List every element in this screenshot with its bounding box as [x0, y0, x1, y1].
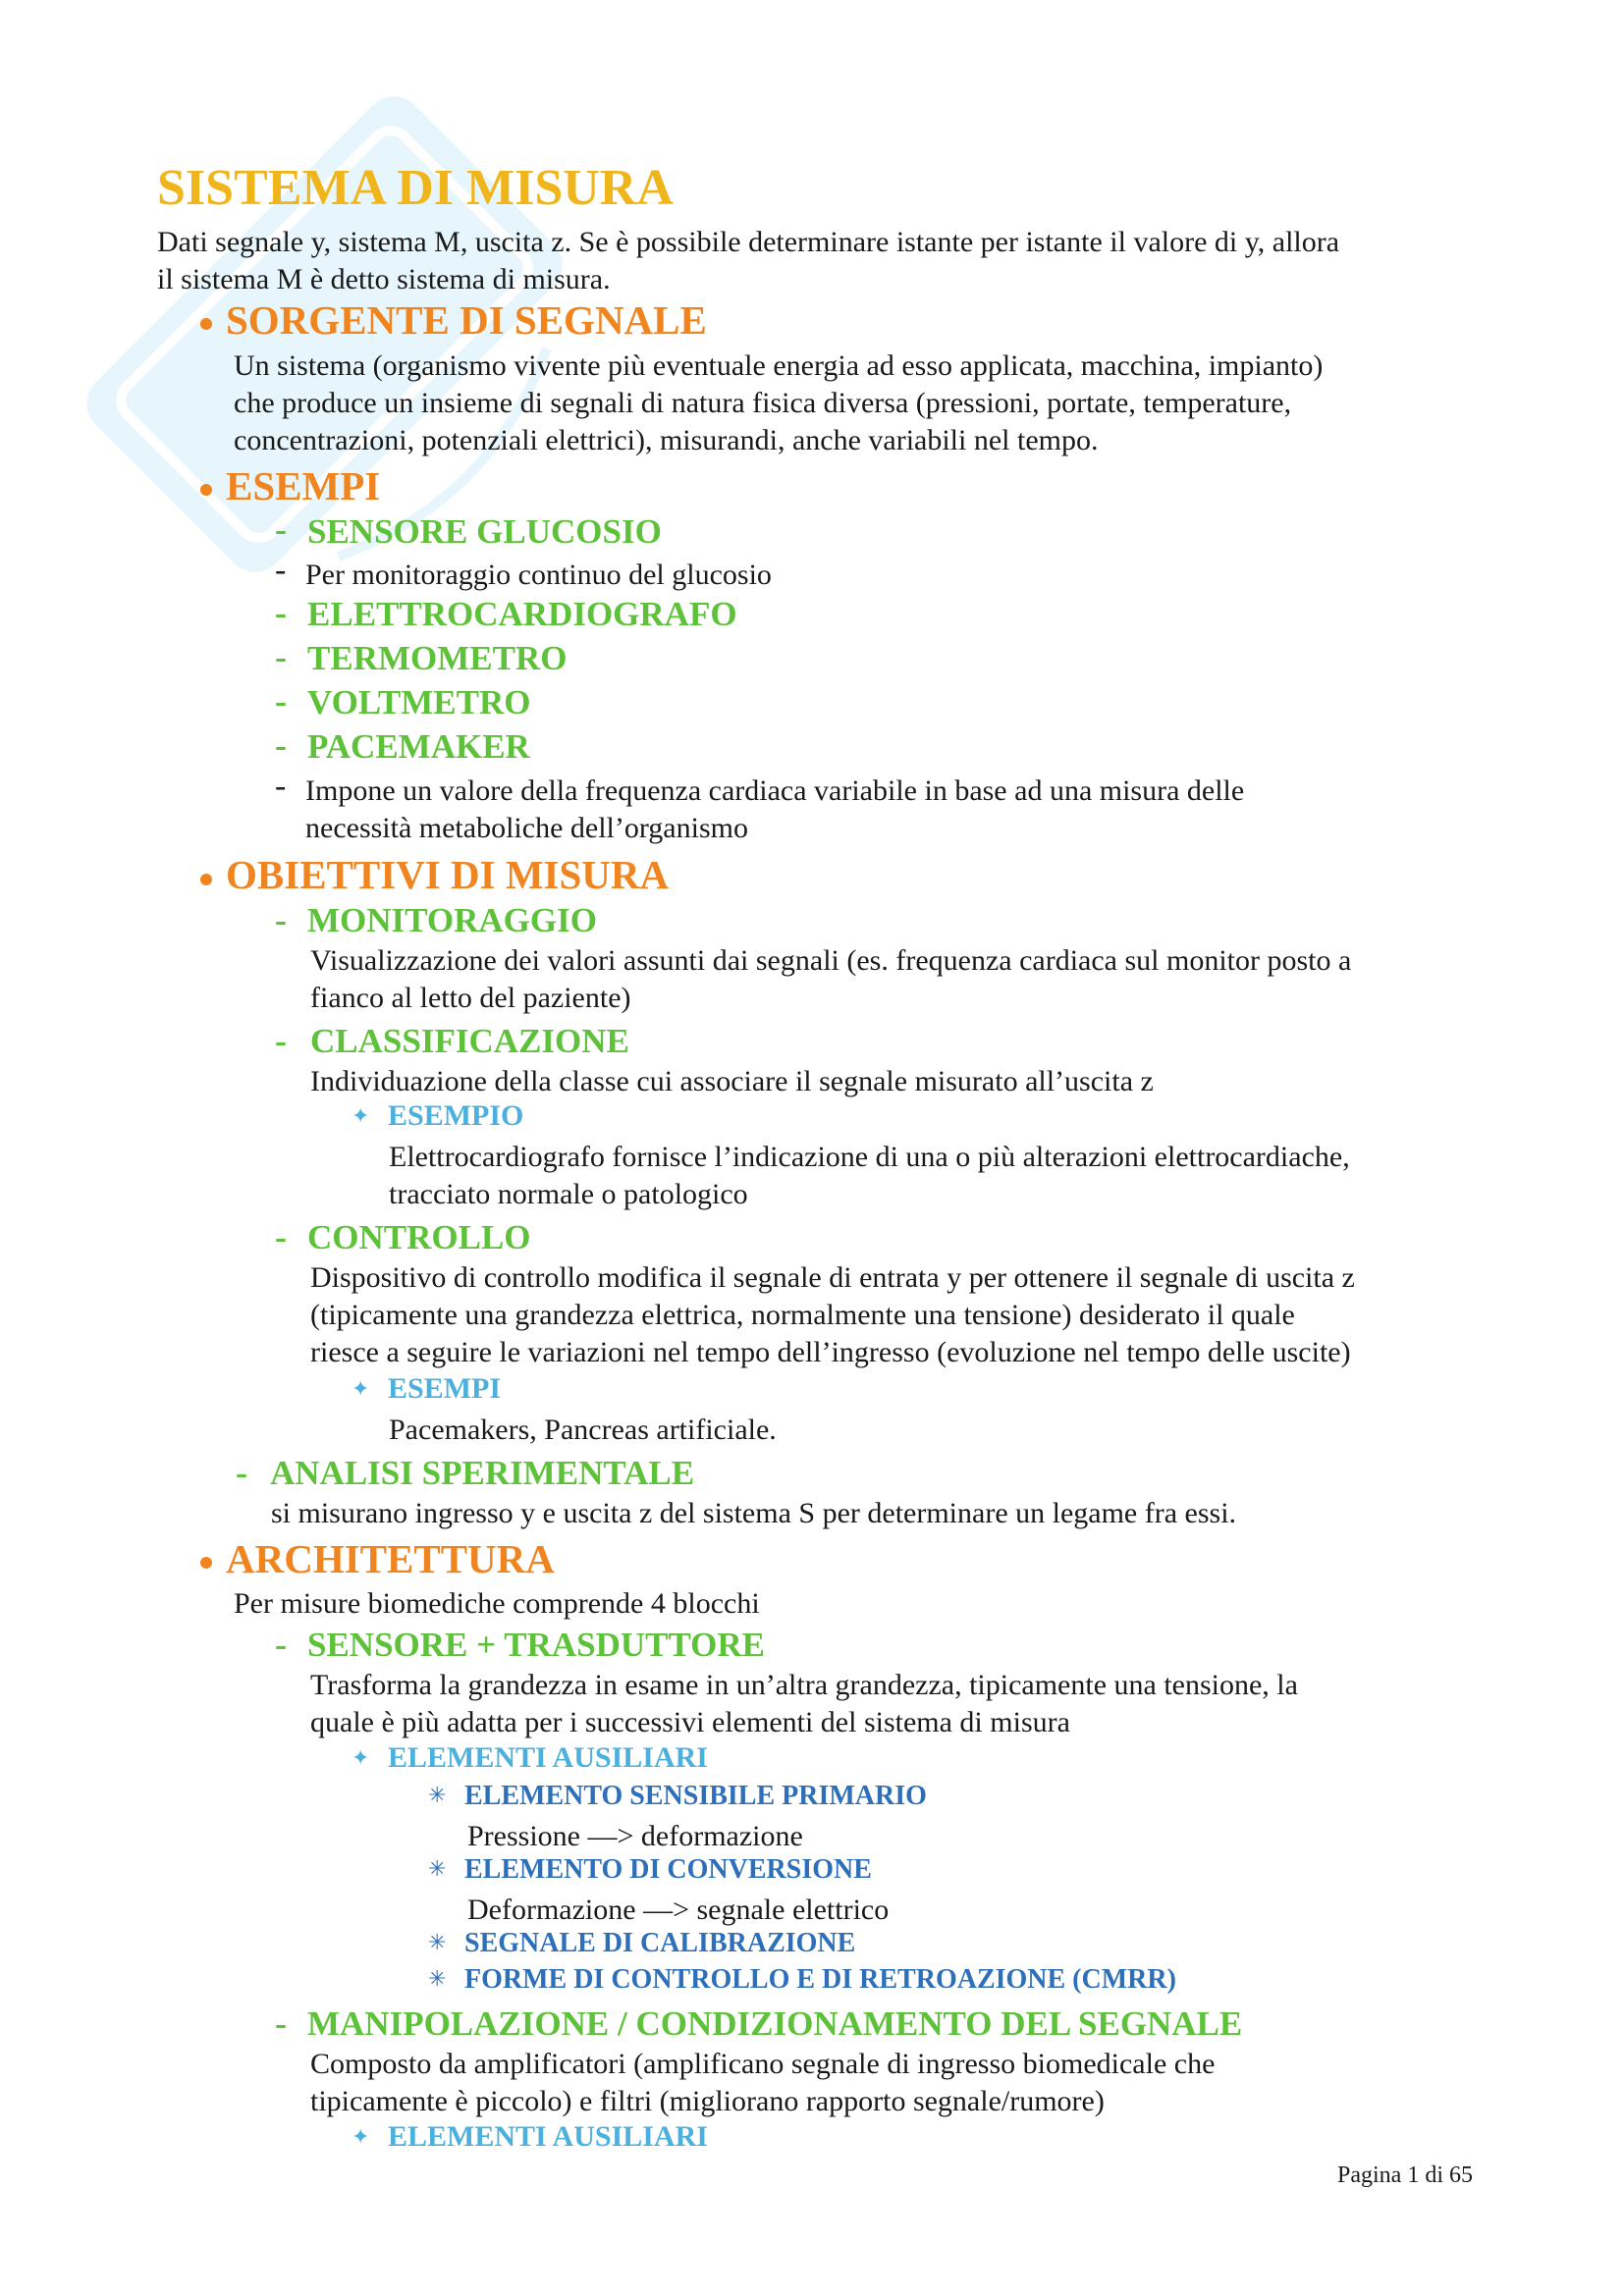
bullet-icon [200, 874, 212, 885]
diamond-bullet-icon: ✦ [352, 1745, 370, 1770]
esempi-voltmetro: VOLTMETRO [307, 683, 531, 721]
dash-icon: - [275, 509, 287, 549]
diamond-bullet-icon: ✦ [352, 2124, 370, 2149]
bullet-icon [200, 318, 212, 330]
controllo-esempi-label: ESEMPI [388, 1372, 502, 1405]
bullet-icon [200, 1557, 212, 1569]
esempi-glucosio-text: Per monitoraggio continuo del glucosio [305, 559, 772, 591]
monitoraggio-text-1: Visualizzazione dei valori assunti dai segnali (es. frequenza cardiaca sul monitor posto a [310, 944, 1352, 977]
sensore-text-1: Trasforma la grandezza in esame in un’altra grandezza, tipicamente una tensione, la [310, 1669, 1298, 1701]
controllo-text-1: Dispositivo di controllo modifica il segnale di entrata y per ottenere il segnale di uscita z [310, 1261, 1355, 1294]
dash-icon: - [275, 593, 287, 632]
architettura-sensore-trasduttore: SENSORE + TRASDUTTORE [307, 1626, 766, 1664]
dash-icon: - [275, 768, 287, 804]
page-title: SISTEMA DI MISURA [157, 160, 674, 216]
monitoraggio-text-2: fianco al letto del paziente) [310, 982, 631, 1014]
sorgente-text-1: Un sistema (organismo vivente più eventuale energia ad esso applicata, macchina, impianto) [234, 349, 1324, 382]
sensore-elementi-ausiliari: ELEMENTI AUSILIARI [388, 1741, 708, 1774]
heading-architettura: ARCHITETTURA [226, 1536, 555, 1581]
elemento-di-conversione: ELEMENTO DI CONVERSIONE [464, 1854, 872, 1885]
dash-icon: - [275, 1217, 287, 1256]
heading-obiettivi: OBIETTIVI DI MISURA [226, 852, 670, 897]
dash-icon: - [275, 725, 287, 765]
elemento-sensibile-primario: ELEMENTO SENSIBILE PRIMARIO [464, 1781, 927, 1811]
classificazione-esempio-text-2: tracciato normale o patologico [389, 1178, 748, 1210]
dash-icon: - [275, 681, 287, 721]
segnale-di-calibrazione: SEGNALE DI CALIBRAZIONE [464, 1928, 856, 1958]
classificazione-text: Individuazione della classe cui associare il segnale misurato all’uscita z [310, 1065, 1154, 1097]
intro-line-2: il sistema M è detto sistema di misura. [157, 263, 611, 295]
dash-icon: - [275, 637, 287, 676]
controllo-text-3: riesce a seguire le variazioni nel tempo dell’ingresso (evoluzione nel tempo delle uscite) [310, 1336, 1351, 1368]
asterisk-bullet-icon: ✳ [428, 1930, 447, 1954]
obiettivi-monitoraggio: MONITORAGGIO [307, 901, 597, 939]
forme-di-controllo: FORME DI CONTROLLO E DI RETROAZIONE (CMRR) [464, 1964, 1176, 1995]
dash-icon: - [275, 1625, 287, 1664]
obiettivi-controllo: CONTROLLO [307, 1218, 531, 1256]
esempi-pacemaker-text-1: Impone un valore della frequenza cardiaca variabile in base ad una misura delle [305, 774, 1245, 807]
classificazione-esempio-label: ESEMPIO [388, 1099, 524, 1132]
asterisk-bullet-icon: ✳ [428, 1783, 447, 1807]
diamond-bullet-icon: ✦ [352, 1376, 370, 1401]
esempi-pacemaker-text-2: necessità metaboliche dell’organismo [305, 812, 748, 844]
sorgente-text-2: che produce un insieme di segnali di natura fisica diversa (pressioni, portate, temperature, [234, 387, 1292, 419]
esempi-termometro: TERMOMETRO [307, 639, 568, 677]
intro-line-1: Dati segnale y, sistema M, uscita z. Se è possibile determinare istante per istante il valore di y, allora [157, 226, 1340, 258]
architettura-text: Per misure biomediche comprende 4 blocchi [234, 1587, 760, 1620]
heading-esempi: ESEMPI [226, 463, 381, 508]
esempi-pacemaker: PACEMAKER [307, 727, 530, 766]
esempi-sensore-glucosio: SENSORE GLUCOSIO [307, 512, 662, 551]
bullet-icon [200, 484, 212, 496]
manipolazione-text-1: Composto da amplificatori (amplificano segnale di ingresso biomedicale che [310, 2048, 1216, 2080]
manipolazione-elementi-ausiliari: ELEMENTI AUSILIARI [388, 2120, 708, 2153]
manipolazione-text-2: tipicamente è piccolo) e filtri (migliorano rapporto segnale/rumore) [310, 2085, 1105, 2117]
heading-sorgente: SORGENTE DI SEGNALE [226, 297, 707, 343]
obiettivi-analisi-sperimentale: ANALISI SPERIMENTALE [270, 1454, 695, 1492]
dash-icon: - [236, 1453, 247, 1492]
page-number: Pagina 1 di 65 [1337, 2163, 1473, 2188]
sorgente-text-3: concentrazioni, potenziali elettrici), misurandi, anche variabili nel tempo. [234, 424, 1099, 456]
dash-icon: - [275, 900, 287, 939]
esempi-elettrocardiografo: ELETTROCARDIOGRAFO [307, 595, 737, 633]
elemento-conversione-text: Deformazione —> segnale elettrico [467, 1894, 890, 1926]
architettura-manipolazione: MANIPOLAZIONE / CONDIZIONAMENTO DEL SEGNALE [307, 2004, 1243, 2043]
obiettivi-classificazione: CLASSIFICAZIONE [310, 1022, 629, 1060]
classificazione-esempio-text-1: Elettrocardiografo fornisce l’indicazione di una o più alterazioni elettrocardiache, [389, 1141, 1350, 1173]
dash-icon: - [275, 552, 287, 588]
sensore-text-2: quale è più adatta per i successivi elementi del sistema di misura [310, 1706, 1070, 1738]
elemento-sensibile-text: Pressione —> deformazione [467, 1820, 803, 1852]
asterisk-bullet-icon: ✳ [428, 1856, 447, 1881]
controllo-esempi-text: Pacemakers, Pancreas artificiale. [389, 1414, 777, 1446]
dash-icon: - [275, 2003, 287, 2043]
asterisk-bullet-icon: ✳ [428, 1966, 447, 1991]
analisi-text: si misurano ingresso y e uscita z del sistema S per determinare un legame fra essi. [271, 1497, 1237, 1529]
controllo-text-2: (tipicamente una grandezza elettrica, normalmente una tensione) desiderato il quale [310, 1299, 1295, 1331]
diamond-bullet-icon: ✦ [352, 1103, 370, 1128]
dash-icon: - [275, 1021, 287, 1060]
